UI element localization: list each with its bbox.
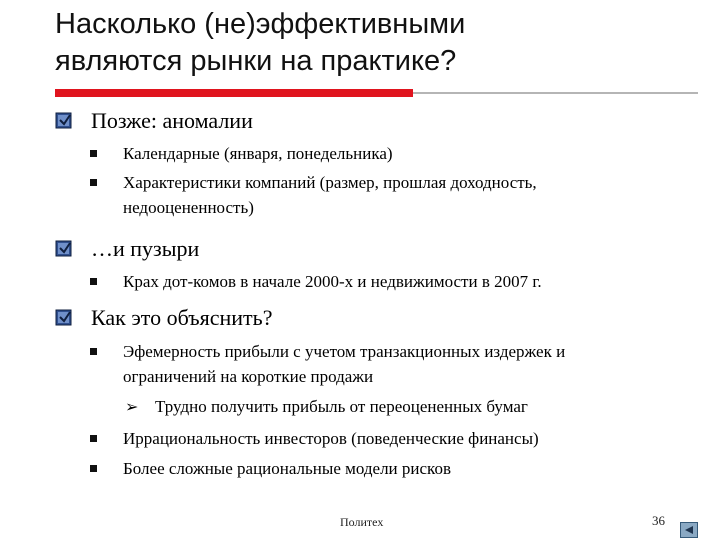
sub-item-2-1-text: Крах дот-комов в начале 2000-х и недвижимости в 2007 г.: [123, 272, 542, 291]
page-number: 36: [652, 513, 665, 528]
arrow-bullet-icon: ➢: [125, 397, 139, 416]
slide-title-line-1: Насколько (не)эффективными: [55, 8, 466, 40]
back-arrow-icon: [682, 524, 696, 536]
slide-nav-button[interactable]: [680, 522, 698, 538]
square-bullet-icon: [90, 435, 97, 442]
sub-item-3-2-text: Иррациональность инвесторов (поведенческие финансы): [123, 429, 539, 448]
bullet-item-1-text: Позже: аномалии: [91, 108, 253, 133]
sub-item-1-2-text-line-2: недооцененность): [123, 198, 254, 217]
slide-title: [55, 6, 695, 80]
sub-sub-item-3-1-1-text: Трудно получить прибыль от переоцененных бумаг: [155, 397, 528, 416]
sub-item-3-1-text-line-2: ограничений на короткие продажи: [123, 367, 374, 386]
square-bullet-icon: [90, 179, 97, 186]
footer-source: Политех: [340, 515, 384, 529]
square-bullet-icon: [90, 278, 97, 285]
sub-item-3-1-text-line-1: Эфемерность прибыли с учетом транзакционных издержек и: [123, 342, 566, 361]
square-bullet-icon: [90, 150, 97, 157]
title-underline-grey: [413, 92, 698, 94]
square-bullet-icon: [90, 465, 97, 472]
checkbox-bullet-icon: [55, 112, 72, 129]
checkbox-bullet-icon: [55, 309, 72, 326]
square-bullet-icon: [90, 348, 97, 355]
sub-item-1-2-text-line-1: Характеристики компаний (размер, прошлая доходность,: [123, 173, 537, 192]
sub-item-1-1-text: Календарные (января, понедельника): [123, 144, 393, 163]
bullet-item-3-text: Как это объяснить?: [91, 305, 273, 330]
title-underline-red: [55, 89, 413, 97]
bullet-item-2-text: …и пузыри: [91, 236, 200, 261]
slide-title-line-2: являются рынки на практике?: [55, 45, 457, 77]
sub-item-3-3-text: Более сложные рациональные модели рисков: [123, 459, 451, 478]
checkbox-bullet-icon: [55, 240, 72, 257]
